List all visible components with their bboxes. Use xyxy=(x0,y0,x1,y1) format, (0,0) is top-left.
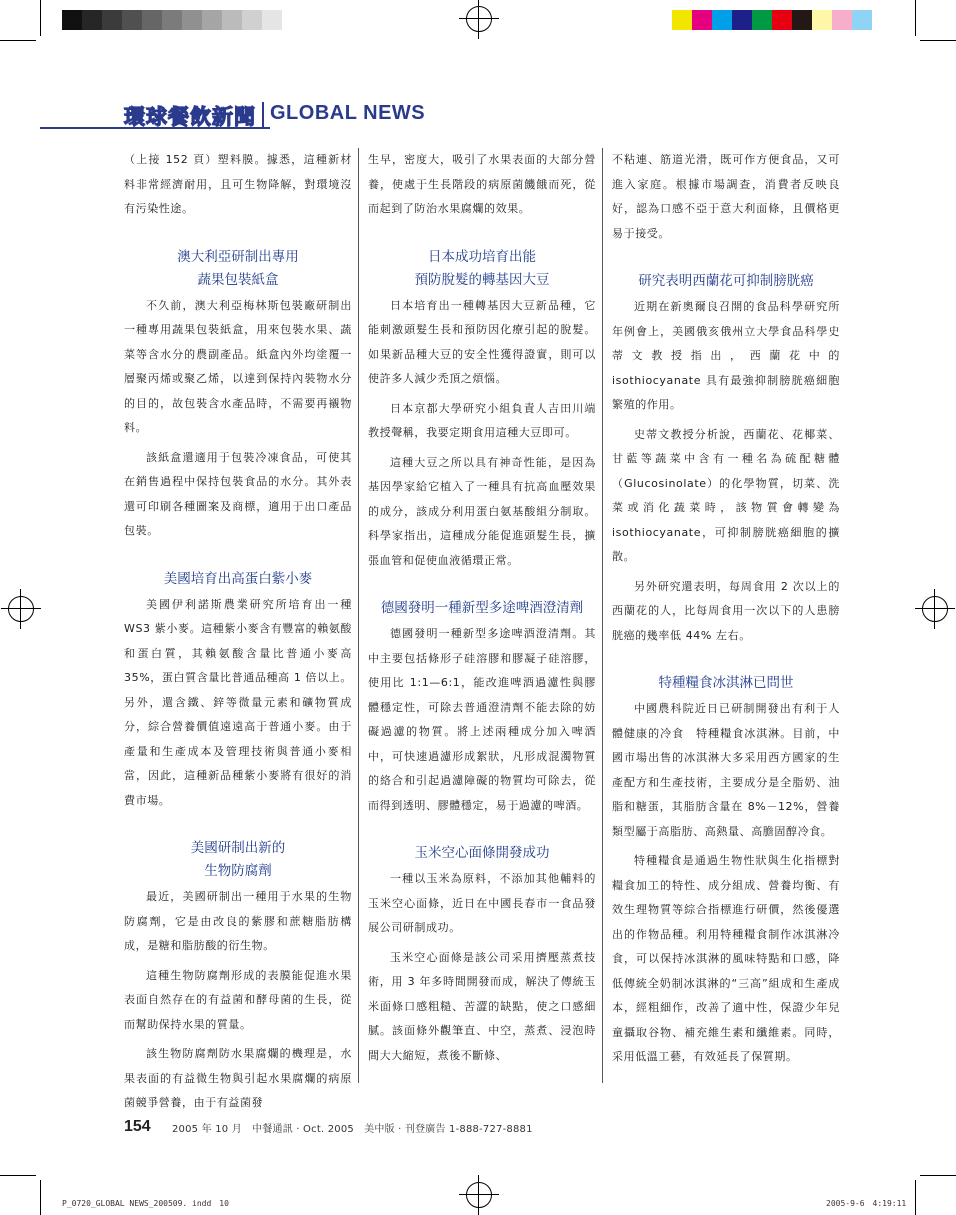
paragraph: 該紙盒還適用于包裝冷凍食品，可使其在銷售過程中保持包裝食品的水分。其外表還可印刷各種圖案及商標，適用于出口產品包裝。 xyxy=(124,450,352,537)
paragraph: 美國伊利諾斯農業研究所培育出一種 WS3 紫小麥。這種紫小麥含有豐富的賴氨酸和蛋白質，其賴氨酸含量比普通小麥高 35%，蛋白質含量比普通品種高 1 倍以上。另外，還含鐵、鋅等微量元素和礦物質成分，綜合營養價值遠遠高于普通小麥。由于產量和生產成本及管理技術與普通小麥相當，因此，這種新品種紫小麥將有很好的消費市場。 xyxy=(124,597,352,807)
color-swatch xyxy=(852,10,872,30)
registration-mark-icon xyxy=(466,1182,492,1208)
article-heading: 美國研制出新的 生物防腐劑 xyxy=(190,840,286,879)
gray-swatch xyxy=(82,10,102,30)
paragraph: 特種糧食是通過生物性狀與生化指標對糧食加工的特性、成分組成、營養均衡、有效生理物質等綜合指標進行研價，然後優選出的作物品種。利用特種糧食制作冰淇淋冷食，可以保持冰淇淋的風味特點和口感，降低傳統全奶制冰淇淋的“三高”組成和生產成本，經粗細作，改善了適中性，保證少年兒童攝取谷物、補充維生素和纖維素。同時，采用低溫工藝，有效延長了保質期。 xyxy=(612,854,840,1063)
paragraph: 生早，密度大，吸引了水果表面的大部分營養，使處于生長階段的病原菌饑餓而死，從而起到了防治水果腐爛的效果。 xyxy=(368,153,596,215)
crop-mark xyxy=(40,1180,41,1215)
color-bar xyxy=(672,10,872,30)
paragraph: 日本培育出一種轉基因大豆新品種，它能刺激頭髮生長和預防因化療引起的脫髮。如果新品種大豆的安全性獲得證實，則可以使許多人減少禿頂之煩惱。 xyxy=(368,298,596,385)
crop-mark xyxy=(915,1180,916,1215)
article-heading: 澳大利亞研制出專用 蔬果包裝紙盒 xyxy=(177,248,299,288)
page-number: 154 xyxy=(124,1118,151,1135)
paragraph: 另外研究還表明，每周食用 2 次以上的西蘭花的人，比每周食用一次以下的人患膀胱癌的幾率低 44% 左右。 xyxy=(612,579,840,642)
article-column-3 xyxy=(612,148,840,1075)
crop-mark xyxy=(915,0,916,36)
paragraph: 這種生物防腐劑形成的表膜能促進水果表面自然存在的有益菌和酵母菌的生長，從而幫助保持水果的質量。 xyxy=(124,968,352,1031)
column-rule xyxy=(602,148,603,1083)
column-rule xyxy=(358,148,359,1083)
footer-text: 2005 年 10 月 中餐通訊 · Oct. 2005 美中版 · 刊登廣告 1-888-727-8881 xyxy=(172,1124,533,1135)
article-heading: 日本成功培育出能 預防脫髮的轉基因大豆 xyxy=(414,248,550,288)
color-swatch xyxy=(692,10,712,30)
article-heading: 德國發明一種新型多途啤酒澄清劑 xyxy=(380,600,584,616)
gray-swatch xyxy=(202,10,222,30)
grayscale-bar xyxy=(62,10,282,30)
slug-timestamp: 2005-9-6 4:19:11 xyxy=(826,1199,907,1208)
color-swatch xyxy=(672,10,692,30)
paragraph: 德國發明一種新型多途啤酒澄清劑。其中主要包括條形子硅溶膠和膠凝子硅溶膠，使用比 1:1—6:1，能改進啤酒過濾性與膠體穩定性，可除去普通澄清劑不能去除的妨礙過濾的物質。將上述兩種成分加入啤酒中，可快速過濾形成絮狀，凡形成混濁物質的絡合和引起過濾障礙的物質均可除去，從而得到透明、膠體穩定，易于過濾的啤酒。 xyxy=(368,627,596,812)
paragraph: 不久前，澳大利亞梅林斯包裝廠研制出一種專用蔬果包裝紙盒，用來包裝水果、蔬菜等含水分的農副產品。紙盒內外均塗覆一層聚丙烯或聚乙烯，以達到保持內裝物水分的目的，故包裝含水產品時，不需要再襯物料。 xyxy=(124,298,352,434)
color-swatch xyxy=(752,10,772,30)
header-separator xyxy=(262,102,264,128)
gray-swatch xyxy=(182,10,202,30)
registration-mark-icon xyxy=(922,596,948,622)
color-swatch xyxy=(792,10,812,30)
registration-mark-icon xyxy=(466,6,492,32)
crop-mark xyxy=(0,40,36,41)
gray-swatch xyxy=(102,10,122,30)
paragraph: 這種大豆之所以具有神奇性能，是因為基因學家給它植入了一種具有抗高血壓效果的成分，該成分利用蛋白氨基酸組分制取。科學家指出，這種成分能促進頭髮生長，擴張血管和促使血液循環正常。 xyxy=(368,455,596,567)
color-swatch xyxy=(812,10,832,30)
section-title-en: GLOBAL NEWS xyxy=(270,102,426,124)
crop-mark xyxy=(0,1175,36,1176)
crop-mark xyxy=(920,40,956,41)
article-heading: 美國培育出高蛋白紫小麥 xyxy=(163,570,313,587)
article-heading: 玉米空心面條開發成功 xyxy=(414,845,550,861)
paragraph: 一種以玉米為原料，不添加其他輔料的玉米空心面條，近日在中國長春市一食品發展公司研制成功。 xyxy=(368,872,596,934)
crop-mark xyxy=(40,0,41,36)
article-column-1 xyxy=(124,148,352,1121)
section-title-cn: 環球餐飲新聞 xyxy=(124,104,256,129)
slug-filename: P_0720_GLOBAL NEWS_200509. indd 10 xyxy=(62,1199,229,1208)
paragraph: （上接 152 頁）塑料膜。據悉，這種新材料非常經濟耐用，且可生物降解，對環境沒有污染性途。 xyxy=(124,153,352,215)
color-swatch xyxy=(832,10,852,30)
paragraph: 日本京都大學研究小組負責人吉田川端教授聲稱，我要定期食用這種大豆即可。 xyxy=(368,401,596,439)
gray-swatch xyxy=(142,10,162,30)
gray-swatch xyxy=(62,10,82,30)
paragraph: 史蒂文教授分析說，西蘭花、花椰菜、甘藍等蔬菜中含有一種名為硫配糖體（Glucosinolate）的化學物質，切菜、洗菜或消化蔬菜時，該物質會轉變為 isothiocyanate，可抑制膀胱癌細胞的擴散。 xyxy=(612,427,840,563)
gray-swatch xyxy=(222,10,242,30)
paragraph: 中國農科院近日已研制開發出有利于人體健康的冷食 特種糧食冰淇淋。目前，中國市場出售的冰淇淋大多采用西方國家的生產配方和生產技術，主要成分是全脂奶、油脂和糖蛋，其脂肪含量在 8%－12%，營養類型屬于高脂肪、高熱量、高膽固醇冷食。 xyxy=(612,702,840,838)
paragraph: 該生物防腐劑防水果腐爛的機理是，水果表面的有益微生物與引起水果腐爛的病原菌競爭營養，由于有益菌發 xyxy=(124,1047,352,1109)
paragraph: 玉米空心面條是該公司采用擠壓蒸煮技術，用 3 年多時間開發而成，解決了傳統玉米面條口感粗糙、苦澀的缺點，使之口感細膩。該面條外觀筆直、中空，蒸煮、浸泡時間大大縮短，煮後不斷條、 xyxy=(368,950,596,1062)
paragraph: 最近，美國研制出一種用于水果的生物防腐劑，它是由改良的紫膠和蔗糖脂肪構成，是糖和脂肪酸的衍生物。 xyxy=(124,890,352,952)
crop-mark xyxy=(920,1175,956,1176)
color-swatch xyxy=(732,10,752,30)
gray-swatch xyxy=(242,10,262,30)
paragraph: 近期在新奧爾良召開的食品科學研究所年例會上，美國俄亥俄州立大學食品科學史蒂文教授指出，西蘭花中的 isothiocyanate 具有最強抑制膀胱癌細胞繁殖的作用。 xyxy=(612,300,840,411)
article-column-2 xyxy=(368,148,596,1073)
gray-swatch xyxy=(262,10,282,30)
paragraph: 不粘連、筋道光滑，既可作方便食品，又可進入家庭。根據市場調查，消費者反映良好，認為口感不亞于意大利面條，且價格更易于接受。 xyxy=(612,153,840,240)
article-heading: 特種糧食冰淇淋已問世 xyxy=(658,675,794,691)
gray-swatch xyxy=(122,10,142,30)
article-heading: 研究表明西蘭花可抑制膀胱癌 xyxy=(638,273,814,289)
gray-swatch xyxy=(162,10,182,30)
color-swatch xyxy=(772,10,792,30)
color-swatch xyxy=(712,10,732,30)
registration-mark-icon xyxy=(8,596,34,622)
